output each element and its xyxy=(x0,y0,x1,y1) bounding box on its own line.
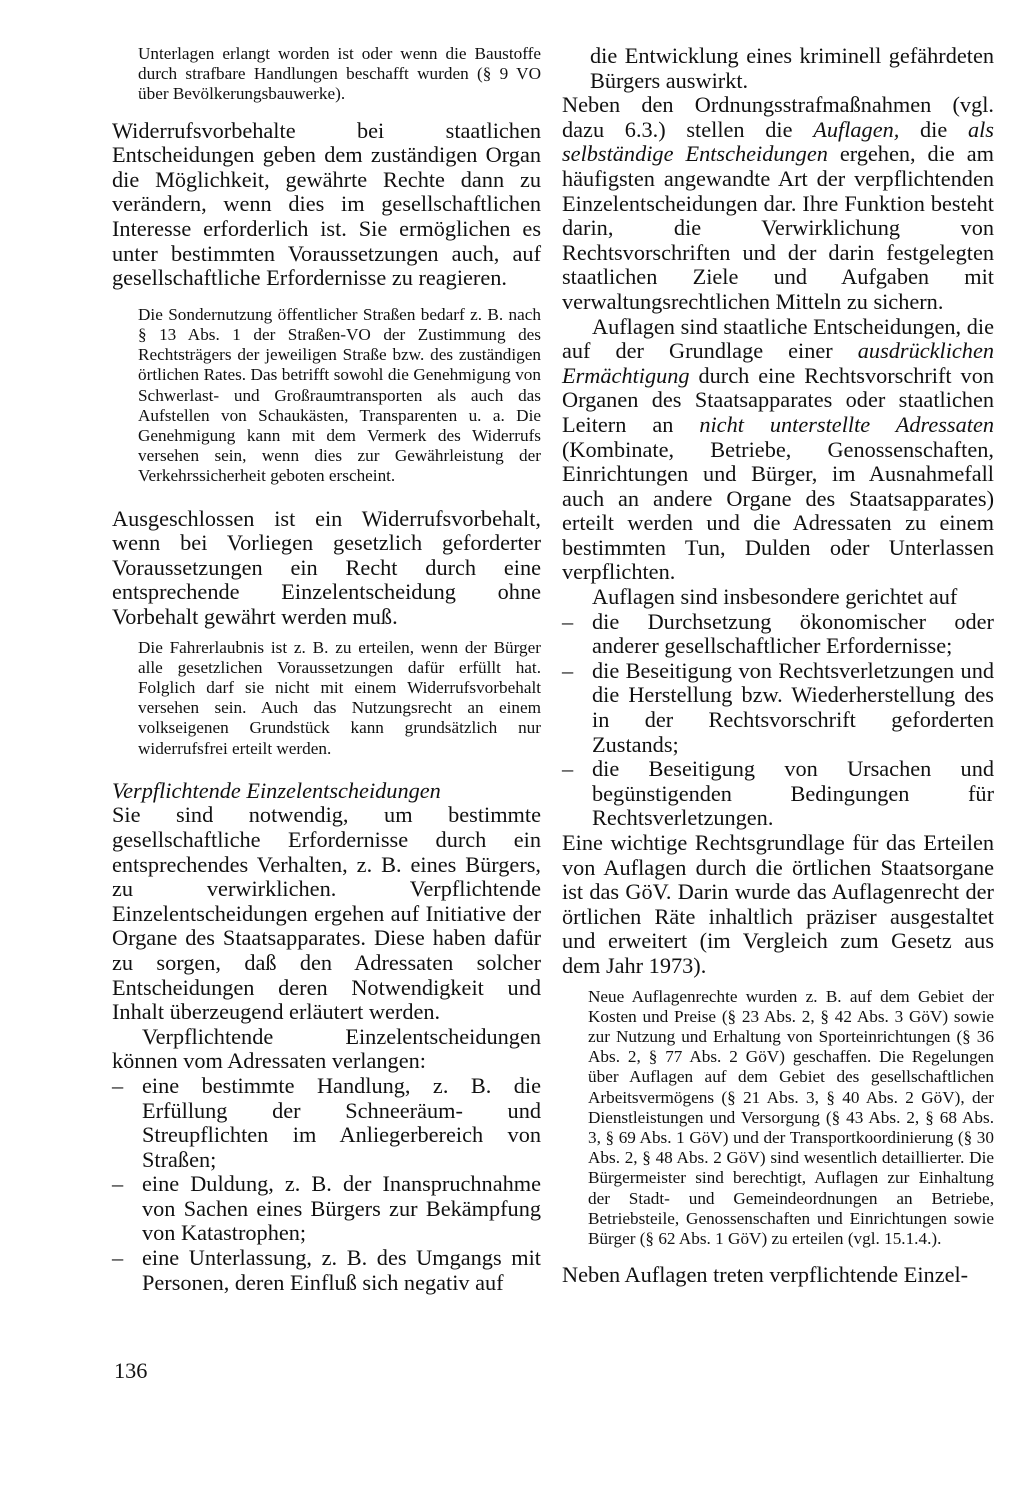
right-paragraph-neben-auflagen: Neben Auflagen treten verpflichtende Einzel- xyxy=(562,1262,969,1288)
left-paragraph-ausgeschlossen: Ausgeschlossen ist ein Widerrufsvorbehalt, wenn bei Vorliegen gesetzlich geforderter Voraussetzungen ein Recht durch eine entsprechende Einzelentscheidung ohne Vorbehalt gewährt werden muß. xyxy=(112,505,541,629)
list-item: – eine Unterlassung, z. B. des Umgangs mit Personen, deren Einfluß sich negativ auf xyxy=(112,1246,541,1295)
right-paragraph-rechtsgrundlage: Eine wichtige Rechtsgrundlage für das Erteilen von Auflagen durch die örtlichen Staatsorgane ist das GöV. Darin wurde das Auflagenrecht der örtlichen Räte inhaltlich präziser ausgestaltet und erweitert (im Vergleich zum Gesetz aus dem Jahr 1973). xyxy=(562,830,994,978)
left-note-fahrerlaubnis: Die Fahrerlaubnis ist z. B. zu erteilen, wenn der Bürger alle gesetzlichen Voraussetzungen dafür erfüllt hat. Folglich darf sie nicht mit einem Widerrufsvorbehalt versehen sein. Auch das Nutzungsrecht an einem volkseigenen Grundstück kann grundsätzlich nur widerrufsfrei erteilt werden. xyxy=(138,637,541,758)
right-column xyxy=(562,44,994,1288)
left-note-continuation: Unterlagen erlangt worden ist oder wenn die Baustoffe durch strafbare Handlungen beschafft wurden (§ 9 VO über Bevölkerungsbauwerke). xyxy=(138,44,541,104)
right-paragraph-gerichtet: Auflagen sind insbesondere gerichtet auf xyxy=(592,584,958,610)
right-paragraph-continuation: die Entwicklung eines kriminell gefährdeten Bürgers auswirkt. xyxy=(590,43,994,93)
page-number: 136 xyxy=(114,1358,148,1383)
left-paragraph-notwendig: Sie sind notwendig, um bestimmte gesellschaftliche Erfordernisse durch ein entsprechendes Verhalten, z. B. eines Bürgers, zu verwirklichen. Verpflichtende Einzelentscheidungen ergehen auf Initiative der Organe des Staatsapparates. Diese haben dafür zu sorgen, daß den Adressaten solcher Entscheidungen deren Notwendigkeit und Inhalt überzeugend erläutert werden. xyxy=(112,802,541,1025)
list-item: – eine bestimmte Handlung, z. B. die Erfüllung der Schneeräum- und Streupflichten im Anliegerbereich von Straßen; xyxy=(112,1074,541,1172)
right-note-auflagenrechte: Neue Auflagenrechte wurden z. B. auf dem Gebiet der Kosten und Preise (§ 23 Abs. 2, § 42 Abs. 3 GöV) sowie zur Nutzung und Erhaltung von Sporteinrichtungen (§ 36 Abs. 2, § 77 Abs. 2 GöV) geschaffen. Die Regelungen über Auflagen auf dem Gebiet des gesellschaftlichen Arbeitsvermögens (§ 21 Abs. 3, § 40 Abs. 2 GöV), der Dienstleistungen und Versorgung (§ 43 Abs. 2, § 68 Abs. 3, § 69 Abs. 1 GöV) und der Transportkoordinierung (§ 30 Abs. 2, § 48 Abs. 2 GöV) sind wesentlich detaillierter. Die Bürgermeister sind berechtigt, Auflagen zur Einhaltung der Stadt- und Gemeindeordnungen an Betriebe, Betriebsteile, Genossenschaften und Einrichtungen sowie Bürger (§ 62 Abs. 1 GöV) zu erteilen (vgl. 15.1.4.). xyxy=(588,986,994,1248)
left-obligation-list xyxy=(112,1074,541,1295)
right-paragraph-auflagen-definition: Auflagen sind staatliche Entscheidungen, die auf der Grundlage einer ausdrücklichen Ermächtigung durch eine Rechtsvorschrift von Organen des Staatsapparates oder staatlichen Leitern an nicht unterstellte Adressaten (Kombinate, Betriebe, Genossenschaften, Einrichtungen und Bürger, im Ausnahmefall auch an andere Organe des Staatsapparates) erteilt werden und die Adressaten zu einem bestimmten Tun, Dulden oder Unterlassen verpflichten. xyxy=(562,313,994,585)
left-paragraph-widerrufsvorbehalte: Widerrufsvorbehalte bei staatlichen Entscheidungen geben dem zuständigen Organ die Möglichkeit, gewährte Rechte dann zu verändern, wenn dies im gesellschaftlichen Interesse erforderlich ist. Sie ermöglichen es unter bestimmten Voraussetzungen auch, auf gesellschaftliche Erfordernisse zu reagieren. xyxy=(112,117,541,291)
section-heading: Verpflichtende Einzelentscheidungen xyxy=(112,777,441,803)
left-paragraph-verlangen: Verpflichtende Einzelentscheidungen können vom Adressaten verlangen: xyxy=(112,1023,541,1074)
left-note-sondernutzung: Die Sondernutzung öffentlicher Straßen bedarf z. B. nach § 13 Abs. 1 der Straßen-VO der Zustimmung des Rechtsträgers der jeweiligen Straße bzw. des zuständigen örtlichen Rates. Das betrifft sowohl die Genehmigung von Schwerlast- und Großraumtransporten als auch das Aufstellen von Schaukästen, Transparenten u. a. Die Genehmigung kann mit dem Vermerk des Widerrufs versehen sein, wenn dies zur Gewährleistung der Verkehrssicherheit geboten erscheint. xyxy=(138,304,541,486)
left-column xyxy=(112,44,541,1295)
list-item: – die Durchsetzung ökonomischer oder anderer gesellschaftlicher Erfordernisse; xyxy=(562,610,994,659)
right-paragraph-auflagen-intro: Neben den Ordnungsstrafmaßnahmen (vgl. dazu 6.3.) stellen die Auflagen, die als selbständige Entscheidungen ergehen, die am häufigsten angewandte Art der verpflichtenden Einzelentscheidungen dar. Ihre Funktion besteht darin, die Verwirklichung von Rechtsvorschriften und der darin festgelegten staatlichen Ziele und Aufgaben mit verwaltungsrechtlichen Mitteln zu sichern. xyxy=(562,92,995,314)
right-auflagen-list xyxy=(562,610,994,831)
list-item: – die Beseitigung von Ursachen und begünstigenden Bedingungen für Rechtsverletzungen. xyxy=(562,757,994,831)
list-item: – eine Duldung, z. B. der Inanspruchnahme von Sachen eines Bürgers zur Bekämpfung von Katastrophen; xyxy=(112,1172,541,1246)
list-item: – die Beseitigung von Rechtsverletzungen und die Herstellung bzw. Wiederherstellung des in der Rechtsvorschrift geforderten Zustands; xyxy=(562,659,994,757)
